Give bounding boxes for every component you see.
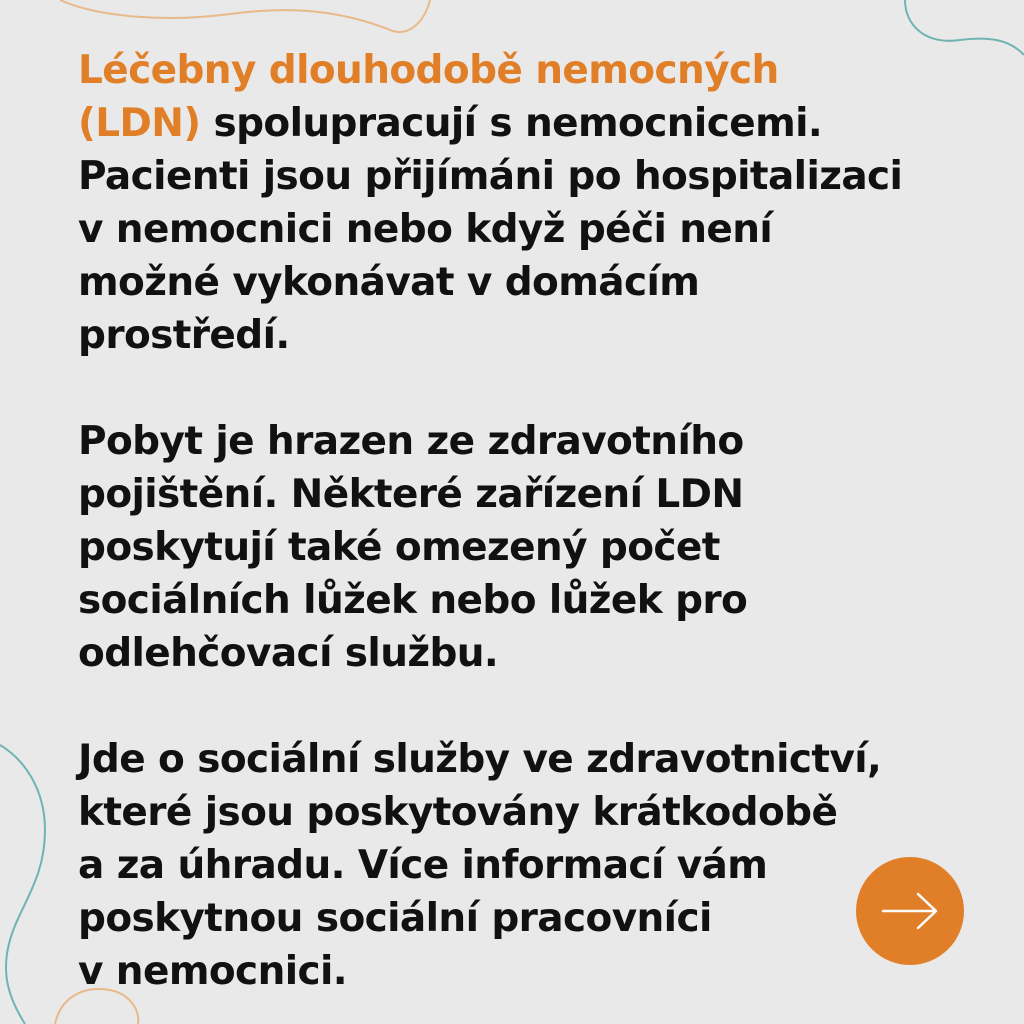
text-line: poskytnou sociální pracovníci xyxy=(78,896,712,941)
text-line: Jde o sociální služby ve zdravotnictví, xyxy=(78,737,882,782)
paragraph-funding xyxy=(78,415,958,680)
text-line: pojištění. Některé zařízení LDN xyxy=(78,472,744,517)
paragraph-ldn-intro xyxy=(78,44,958,362)
text-line: Pacienti jsou přijímáni po hospitalizaci xyxy=(78,154,903,199)
arrow-right-icon xyxy=(880,891,940,931)
peach-curve-top xyxy=(60,0,430,32)
teal-curve-bottom-left xyxy=(0,745,45,1024)
main-text xyxy=(78,44,958,998)
text-fragment: spolupracují s nemocnicemi. xyxy=(200,101,823,146)
text-line: Pobyt je hrazen ze zdravotního xyxy=(78,419,744,464)
headline-accent: Léčebny dlouhodobě nemocných xyxy=(78,48,779,93)
text-line: sociálních lůžek nebo lůžek pro xyxy=(78,578,748,623)
ldn-abbreviation: (LDN) xyxy=(78,101,201,146)
text-line: poskytují také omezený počet xyxy=(78,525,720,570)
next-button[interactable] xyxy=(856,857,964,965)
text-line: v nemocnici nebo když péči není xyxy=(78,207,773,252)
text-line: které jsou poskytovány krátkodobě xyxy=(78,790,838,835)
text-line: prostředí. xyxy=(78,313,290,358)
text-line: a za úhradu. Více informací vám xyxy=(78,843,768,888)
text-line: odlehčovací službu. xyxy=(78,631,499,676)
paragraph-social-services xyxy=(78,733,958,998)
text-line: v nemocnici. xyxy=(78,949,347,994)
text-line: možné vykonávat v domácím xyxy=(78,260,700,305)
text-line xyxy=(78,97,958,150)
